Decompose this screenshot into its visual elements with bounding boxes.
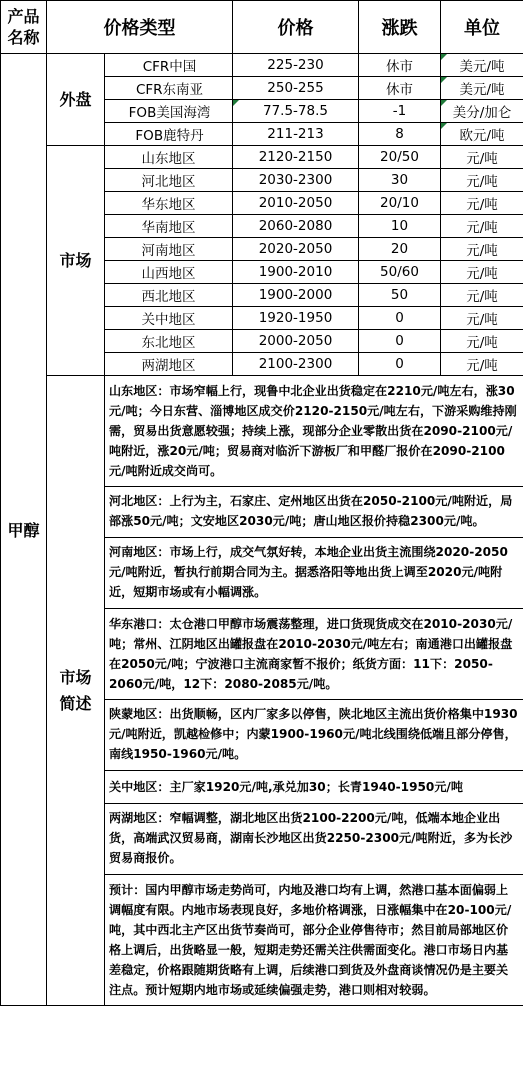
change-cell: -1 — [359, 100, 441, 123]
price-type-cell: FOB鹿特丹 — [105, 123, 233, 146]
price-cell: 225-230 — [233, 54, 359, 77]
summary-row — [1, 376, 523, 1006]
note-east-china-port: 华东港口：太仓港口甲醇市场震荡整理，进口货现货成交在2010-2030元/吨；常州、江阴地区出罐报盘在2010-2030元/吨左右；南通港口出罐报盘在2050元/吨；宁波港口主流商家暂不报价；纸货方面：11下：2050-2060元/吨，12下：2080-2085元/吨。 — [105, 608, 523, 699]
note-hebei: 河北地区：上行为主，石家庄、定州地区出货在2050-2100元/吨附近，局部涨50元/吨；文安地区2030元/吨；唐山地区报价持稳2300元/吨。 — [105, 486, 523, 537]
price-type-cell: 东北地区 — [105, 330, 233, 353]
change-cell: 30 — [359, 169, 441, 192]
price-cell: 2120-2150 — [233, 146, 359, 169]
price-cell: 2060-2080 — [233, 215, 359, 238]
unit-cell: 元/吨 — [441, 192, 523, 215]
price-cell: 250-255 — [233, 77, 359, 100]
unit-cell: 欧元/吨 — [441, 123, 523, 146]
unit-cell: 元/吨 — [441, 261, 523, 284]
change-cell: 20 — [359, 238, 441, 261]
price-type-cell: 西北地区 — [105, 284, 233, 307]
change-cell: 0 — [359, 307, 441, 330]
unit-cell: 元/吨 — [441, 330, 523, 353]
unit-cell: 元/吨 — [441, 307, 523, 330]
price-cell: 1900-2000 — [233, 284, 359, 307]
price-cell: 2000-2050 — [233, 330, 359, 353]
header-product: 产品名称 — [1, 1, 47, 54]
change-cell: 50 — [359, 284, 441, 307]
unit-cell: 元/吨 — [441, 238, 523, 261]
price-type-cell: 河北地区 — [105, 169, 233, 192]
price-cell: 211-213 — [233, 123, 359, 146]
table-row — [1, 146, 523, 169]
price-type-cell: 关中地区 — [105, 307, 233, 330]
unit-cell: 元/吨 — [441, 146, 523, 169]
note-henan: 河南地区：市场上行，成交气氛好转，本地企业出货主流围绕2020-2050元/吨附近，暂执行前期合同为主。据悉洛阳等地出货上调至2020元/吨附近，短期市场或有小幅调涨。 — [105, 537, 523, 608]
change-cell: 10 — [359, 215, 441, 238]
change-cell: 20/10 — [359, 192, 441, 215]
change-cell: 20/50 — [359, 146, 441, 169]
price-cell: 2010-2050 — [233, 192, 359, 215]
change-cell: 50/60 — [359, 261, 441, 284]
price-type-cell: 华南地区 — [105, 215, 233, 238]
change-cell: 8 — [359, 123, 441, 146]
price-type-cell: 山西地区 — [105, 261, 233, 284]
group-overseas: 外盘 — [47, 54, 105, 146]
unit-cell: 美分/加仑 — [441, 100, 523, 123]
note-forecast: 预计：国内甲醇市场走势尚可，内地及港口均有上调，然港口基本面偏弱上调幅度有限。内地市场表现良好，多地价格调涨，日涨幅集中在20-100元/吨，其中西北主产区出货节奏尚可，部分企业停售待市；然目前局部地区价格上调后，出货略显一般，短期走势还需关注供需面变化。港口市场日内基差稳定，价格跟随期货略有上调，后续港口到货及外盘商谈情况仍是主要关注点。预计短期内地市场或延续偏强走势，港口则相对较弱。 — [105, 874, 523, 1005]
summary-label-line2: 简述 — [59, 693, 92, 713]
price-cell: 2030-2300 — [233, 169, 359, 192]
note-shandong: 山东地区：市场窄幅上行，现鲁中北企业出货稳定在2210元/吨左右，涨30元/吨；今日东营、淄博地区成交价2120-2150元/吨左右，下游采购维持刚需，贸易出货意愿较强；持续上涨，现部分企业零散出货在2090-2100元/吨附近，涨20元/吨；贸易商对临沂下游板厂和甲醛厂报价在2090-2100元/吨附近成交尚可。 — [109, 384, 517, 478]
price-type-cell: 河南地区 — [105, 238, 233, 261]
price-type-cell: CFR东南亚 — [105, 77, 233, 100]
price-type-cell: FOB美国海湾 — [105, 100, 233, 123]
price-cell: 2020-2050 — [233, 238, 359, 261]
change-cell: 0 — [359, 353, 441, 376]
unit-cell: 元/吨 — [441, 169, 523, 192]
price-type-cell: 两湖地区 — [105, 353, 233, 376]
note-guanzhong: 关中地区：主厂家1920元/吨,承兑加30；长青1940-1950元/吨 — [105, 770, 523, 803]
price-cell: 1900-2010 — [233, 261, 359, 284]
unit-cell: 美元/吨 — [441, 77, 523, 100]
unit-cell: 元/吨 — [441, 215, 523, 238]
price-type-cell: 山东地区 — [105, 146, 233, 169]
note-lianghu: 两湖地区：窄幅调整，湖北地区出货2100-2200元/吨，低端本地企业出货，高端武汉贸易商，湖南长沙地区出货2250-2300元/吨附近，多为长沙贸易商报价。 — [105, 803, 523, 874]
summary-label-line1: 市场 — [59, 667, 92, 687]
unit-cell: 美元/吨 — [441, 54, 523, 77]
price-cell: 2100-2300 — [233, 353, 359, 376]
note-shaanxi-inner-mongolia: 陕蒙地区：出货顺畅，区内厂家多以停售，陕北地区主流出货价格集中1930元/吨附近，凯越检修中；内蒙1900-1960元/吨北线围绕低端且部分停售，南线1950-1960元/吨。 — [105, 699, 523, 770]
change-cell: 休市 — [359, 77, 441, 100]
change-cell: 休市 — [359, 54, 441, 77]
price-type-cell: 华东地区 — [105, 192, 233, 215]
header-change: 涨跌 — [359, 1, 441, 54]
price-cell: 77.5-78.5 — [233, 100, 359, 123]
header-row — [1, 1, 523, 54]
change-cell: 0 — [359, 330, 441, 353]
header-unit: 单位 — [441, 1, 523, 54]
summary-notes — [105, 376, 523, 1006]
product-name: 甲醇 — [1, 54, 47, 1006]
group-summary — [47, 376, 105, 1006]
price-cell: 1920-1950 — [233, 307, 359, 330]
header-price-type: 价格类型 — [47, 1, 233, 54]
header-price: 价格 — [233, 1, 359, 54]
unit-cell: 元/吨 — [441, 284, 523, 307]
price-type-cell: CFR中国 — [105, 54, 233, 77]
table-row — [1, 54, 523, 77]
unit-cell: 元/吨 — [441, 353, 523, 376]
group-market: 市场 — [47, 146, 105, 376]
